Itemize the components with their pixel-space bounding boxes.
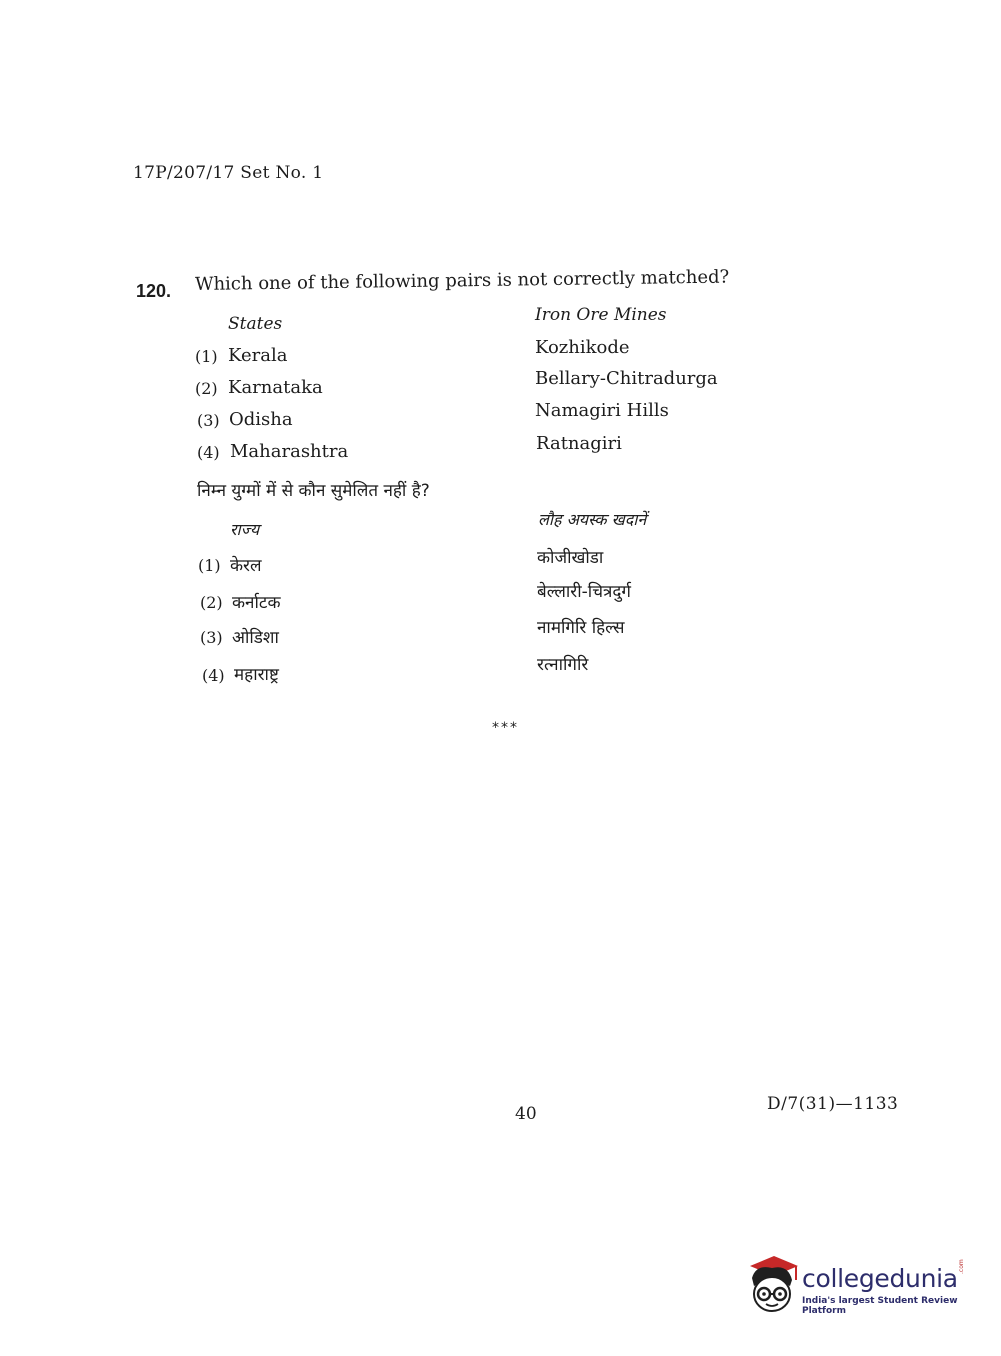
option-state: Odisha [229, 409, 293, 430]
column-heading-mines-hindi: लौह अयस्क खदानें [538, 510, 647, 529]
column-heading-iron-ore-mines: Iron Ore Mines [535, 305, 667, 325]
logo-wordmark: collegedunia [802, 1264, 958, 1293]
option-number: (1) [195, 347, 218, 366]
option-mine: बेल्लारी-चित्रदुर्ग [537, 582, 631, 602]
option-mine: Ratnagiri [536, 433, 622, 454]
option-state: Maharashtra [230, 441, 349, 462]
option-number: (1) [198, 556, 221, 575]
option-mine: Kozhikode [535, 337, 630, 358]
option-state: केरल [230, 556, 262, 576]
question-text-english: Which one of the following pairs is not correctly matched? [194, 266, 730, 295]
option-mine: Namagiri Hills [535, 400, 669, 421]
column-heading-states-hindi: राज्य [230, 520, 260, 539]
collegedunia-logo [742, 1250, 972, 1320]
option-number: (3) [200, 628, 223, 647]
page-number: 40 [515, 1104, 537, 1124]
end-of-paper-marker: *** [492, 720, 519, 736]
option-number: (4) [197, 443, 220, 462]
option-mine: नामगिरि हिल्स [537, 618, 625, 638]
option-number: (2) [200, 593, 223, 612]
logo-dotcom: .com [958, 1259, 965, 1274]
option-mine: Bellary-Chitradurga [535, 368, 718, 389]
header-set-code: 17P/207/17 Set No. 1 [133, 163, 324, 183]
option-state: ओडिशा [232, 628, 279, 648]
mascot-icon [742, 1250, 802, 1316]
logo-tagline: India's largest Student Review Platform [802, 1296, 958, 1316]
option-number: (2) [195, 379, 218, 398]
option-state: Kerala [228, 345, 288, 366]
column-heading-states: States [228, 314, 283, 334]
question-text-hindi: निम्न युग्मों में से कौन सुमेलित नहीं है? [197, 481, 430, 501]
footer-booklet-code: D/7(31)—1133 [767, 1094, 899, 1114]
question-number: 120. [136, 281, 172, 301]
option-number: (3) [197, 411, 220, 430]
option-state: महाराष्ट्र [234, 665, 279, 685]
option-state: कर्नाटक [232, 593, 281, 613]
option-mine: रत्नागिरि [537, 655, 589, 675]
option-number: (4) [202, 666, 225, 685]
option-mine: कोजीखोडा [537, 548, 604, 568]
option-state: Karnataka [228, 377, 323, 398]
